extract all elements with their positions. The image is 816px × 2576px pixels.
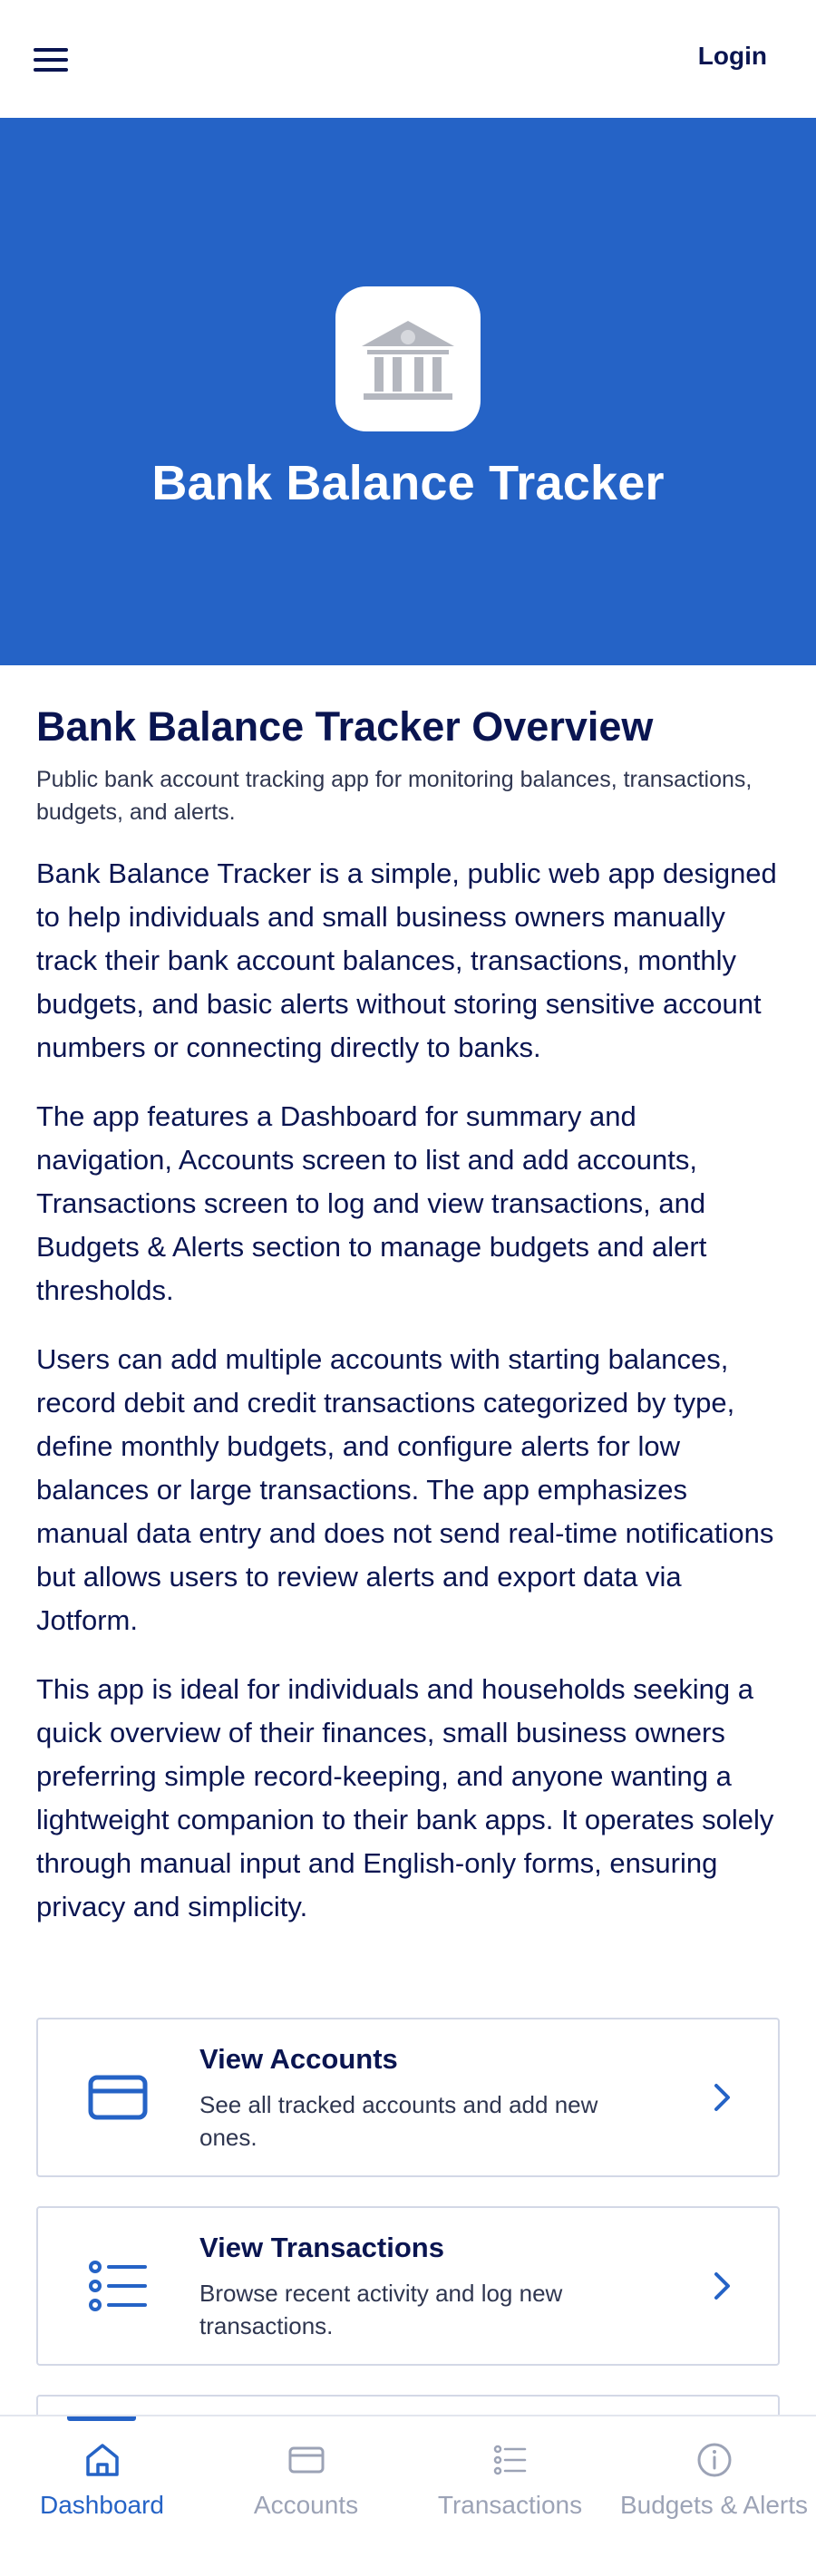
nav-label: Transactions xyxy=(437,2491,583,2519)
card-description: See all tracked accounts and add new ones. xyxy=(199,2091,598,2151)
bottom-navigation xyxy=(0,2415,816,2576)
nav-label: Budgets & Alerts xyxy=(619,2491,808,2519)
info-icon xyxy=(695,2440,734,2480)
chevron-right-icon xyxy=(705,2270,738,2302)
nav-transactions[interactable] xyxy=(408,2416,612,2576)
nav-budgets-alerts[interactable] xyxy=(612,2416,816,2576)
card-description: Browse recent activity and log new transactions. xyxy=(199,2280,563,2339)
bank-building-icon xyxy=(358,314,458,404)
nav-accounts[interactable] xyxy=(204,2416,408,2576)
overview-paragraph: Bank Balance Tracker is a simple, public web app designed to help individuals and small business owners manually track their bank account balances, transactions, monthly budgets, and basic alerts without storing sensitive account numbers or connecting directly to banks. xyxy=(36,857,777,1063)
nav-label: Dashboard xyxy=(40,2491,164,2519)
app-logo xyxy=(335,286,481,431)
hero-banner xyxy=(0,118,816,665)
card-title: View Accounts xyxy=(199,2043,398,2075)
view-transactions-card[interactable] xyxy=(36,2206,780,2366)
app-title: Bank Balance Tracker xyxy=(151,456,665,510)
credit-card-icon xyxy=(83,2063,152,2132)
overview-subtitle: Public bank account tracking app for monitoring balances, transactions, budgets, and alerts. xyxy=(36,767,753,825)
overview-paragraph: The app features a Dashboard for summary and navigation, Accounts screen to list and add accounts, Transactions screen to log and view transactions, and Budgets & Alerts section to manage budgets and alert thresholds. xyxy=(36,1100,707,1306)
list-icon xyxy=(491,2440,530,2480)
chevron-right-icon xyxy=(705,2081,738,2114)
home-icon xyxy=(83,2440,122,2480)
overview-section xyxy=(36,665,780,1929)
view-accounts-card[interactable] xyxy=(36,2018,780,2177)
top-bar xyxy=(0,0,816,118)
overview-paragraph: This app is ideal for individuals and households seeking a quick overview of their finances, small business owners preferring simple record-keeping, and anyone wanting a lightweight companion to their bank apps. It operates solely through manual input and English-only forms, ensuring privacy and simplicity. xyxy=(36,1673,774,1922)
list-icon xyxy=(83,2252,152,2320)
login-link[interactable]: Login xyxy=(697,42,767,70)
nav-dashboard[interactable] xyxy=(0,2416,204,2576)
overview-paragraph: Users can add multiple accounts with starting balances, record debit and credit transactions categorized by type, define monthly budgets, and configure alerts for low balances or large transactions. The app emphasizes manual data entry and does not send real-time notifications but allows users to review alerts and export data via Jotform. xyxy=(36,1343,774,1636)
credit-card-icon xyxy=(287,2440,326,2480)
card-title: View Transactions xyxy=(199,2232,444,2263)
nav-label: Accounts xyxy=(253,2491,359,2519)
overview-title: Bank Balance Tracker Overview xyxy=(36,703,654,750)
hamburger-menu-icon[interactable] xyxy=(27,40,74,80)
